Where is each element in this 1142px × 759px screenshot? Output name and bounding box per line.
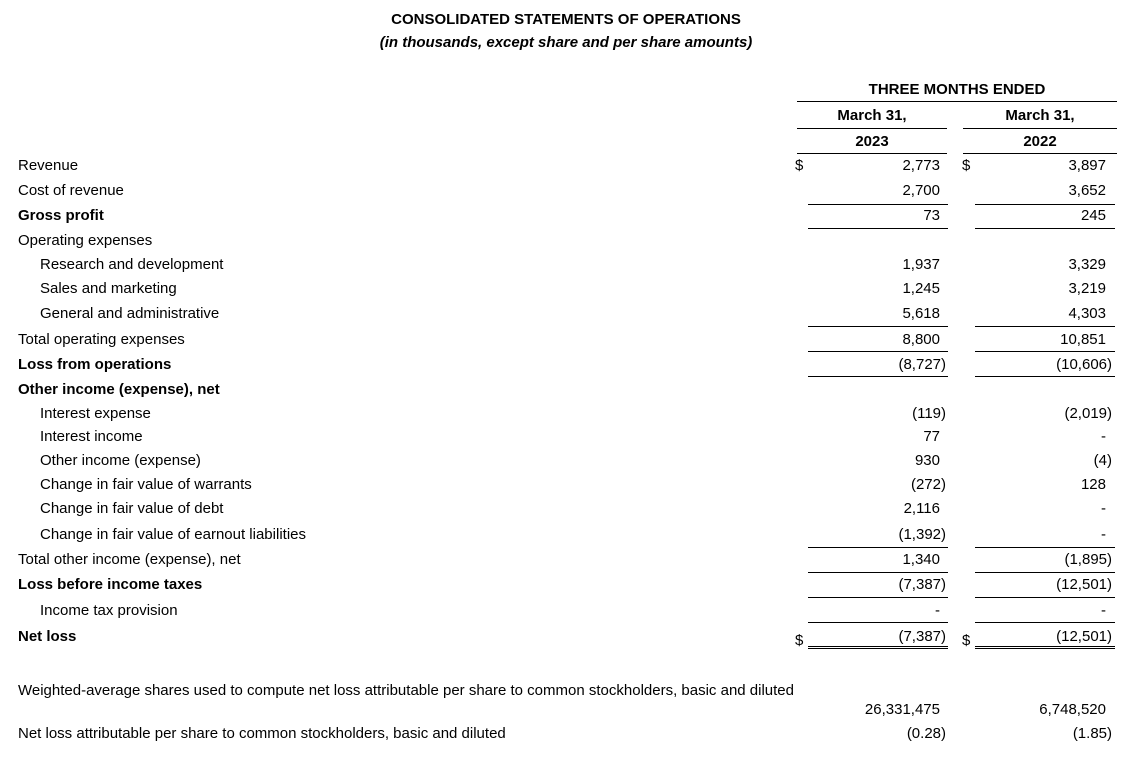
- subtotal-rule: [808, 228, 948, 229]
- row-label: General and administrative: [40, 305, 220, 322]
- statement-title: CONSOLIDATED STATEMENTS OF OPERATIONS: [391, 11, 741, 28]
- subtotal-rule: [808, 351, 948, 352]
- value-2023: 8,800: [902, 331, 940, 348]
- value-2023: (0.28): [906, 725, 946, 742]
- value-2023: (7,387): [898, 628, 946, 645]
- row-label: Research and development: [40, 256, 224, 273]
- value-2022: -: [1101, 428, 1106, 445]
- col1-year-header: 2023: [855, 133, 889, 150]
- table-row: [0, 331, 1142, 353]
- row-label: Cost of revenue: [18, 182, 124, 199]
- row-label: Loss before income taxes: [18, 576, 203, 593]
- table-row: [0, 551, 1142, 573]
- value-2023: 73: [923, 207, 940, 224]
- currency-symbol: $: [795, 157, 804, 174]
- period-header: THREE MONTHS ENDED: [868, 81, 1046, 98]
- value-2022: 6,748,520: [1039, 701, 1106, 718]
- table-row: [0, 476, 1142, 498]
- section-label: Operating expenses: [18, 232, 153, 249]
- value-2022: -: [1101, 500, 1106, 517]
- value-2022: (12,501): [1056, 576, 1112, 593]
- subtotal-rule: [808, 622, 948, 623]
- subtotal-rule: [808, 326, 948, 327]
- value-2022: (1,895): [1064, 551, 1112, 568]
- value-2023: 2,773: [902, 157, 940, 174]
- table-row: [0, 280, 1142, 302]
- col2-year-header: 2022: [1023, 133, 1057, 150]
- period-header-rule: [797, 101, 1117, 102]
- col2-year-rule: [963, 153, 1117, 154]
- value-2023: 1,245: [902, 280, 940, 297]
- value-2023: (8,727): [898, 356, 946, 373]
- value-2023: 930: [914, 452, 940, 469]
- value-2023: 2,700: [902, 182, 940, 199]
- currency-symbol: $: [795, 632, 804, 649]
- value-2022: -: [1101, 526, 1106, 543]
- subtotal-rule: [808, 597, 948, 598]
- value-2023: (272): [910, 476, 946, 493]
- value-2023: -: [935, 602, 940, 619]
- value-2023: (7,387): [898, 576, 946, 593]
- subtotal-rule: [808, 376, 948, 377]
- col1-month-rule: [797, 128, 947, 129]
- row-label: Other income (expense): [40, 452, 201, 469]
- value-2022: 3,652: [1068, 182, 1106, 199]
- table-row: [0, 405, 1142, 427]
- table-row: [0, 526, 1142, 548]
- table-row: [0, 628, 1142, 650]
- row-label: Change in fair value of earnout liabilities: [40, 526, 306, 543]
- table-row: [0, 725, 1142, 747]
- subtotal-rule: [975, 326, 1115, 327]
- value-2022: 128: [1080, 476, 1106, 493]
- col1-year-rule: [797, 153, 947, 154]
- value-2023: (119): [912, 405, 946, 422]
- table-row: [0, 157, 1142, 179]
- value-2023: 77: [923, 428, 940, 445]
- row-label: Total other income (expense), net: [18, 551, 241, 568]
- row-label: Interest expense: [40, 405, 151, 422]
- row-label: Net loss attributable per share to common stockholders, basic and diluted: [18, 725, 506, 742]
- table-row: [0, 356, 1142, 378]
- subtotal-rule: [975, 572, 1115, 573]
- value-2023: 1,937: [902, 256, 940, 273]
- value-2022: 3,897: [1068, 157, 1106, 174]
- table-row: [0, 182, 1142, 204]
- total-double-rule: [975, 646, 1115, 649]
- value-2023: (1,392): [898, 526, 946, 543]
- value-2023: 1,340: [902, 551, 940, 568]
- value-2022: -: [1101, 602, 1106, 619]
- table-row: [0, 381, 1142, 403]
- currency-symbol: $: [962, 632, 971, 649]
- col2-month-rule: [963, 128, 1117, 129]
- subtotal-rule: [808, 547, 948, 548]
- subtotal-rule: [975, 597, 1115, 598]
- value-2023: 26,331,475: [864, 701, 940, 718]
- subtotal-rule: [975, 376, 1115, 377]
- subtotal-rule: [808, 204, 948, 205]
- row-label: Total operating expenses: [18, 331, 185, 348]
- value-2022: 10,851: [1060, 331, 1106, 348]
- row-label: Gross profit: [18, 207, 104, 224]
- col1-month-header: March 31,: [837, 107, 907, 124]
- subtotal-rule: [975, 622, 1115, 623]
- value-2022: 245: [1080, 207, 1106, 224]
- row-label: Change in fair value of debt: [40, 500, 224, 517]
- row-label: Sales and marketing: [40, 280, 177, 297]
- value-2022: (1.85): [1072, 725, 1112, 742]
- row-label: Income tax provision: [40, 602, 178, 619]
- subtotal-rule: [975, 228, 1115, 229]
- table-row: [0, 500, 1142, 522]
- row-label: Weighted-average shares used to compute net loss attributable per share to common stockholders, basic and diluted: [18, 682, 794, 699]
- value-2022: (12,501): [1056, 628, 1112, 645]
- row-label: Change in fair value of warrants: [40, 476, 252, 493]
- table-row: [0, 681, 1142, 723]
- table-row: [0, 207, 1142, 229]
- table-row: [0, 576, 1142, 598]
- subtotal-rule: [975, 351, 1115, 352]
- table-row: [0, 256, 1142, 278]
- table-row: [0, 452, 1142, 474]
- value-2023: 2,116: [903, 500, 940, 517]
- value-2022: (10,606): [1056, 356, 1112, 373]
- currency-symbol: $: [962, 157, 971, 174]
- row-label: Interest income: [40, 428, 143, 445]
- col2-month-header: March 31,: [1005, 107, 1075, 124]
- subtotal-rule: [975, 204, 1115, 205]
- value-2022: 3,329: [1068, 256, 1106, 273]
- table-row: [0, 428, 1142, 450]
- subtotal-rule: [975, 547, 1115, 548]
- value-2022: 3,219: [1068, 280, 1106, 297]
- section-label: Other income (expense), net: [18, 381, 220, 398]
- value-2022: (2,019): [1064, 405, 1112, 422]
- value-2022: 4,303: [1068, 305, 1106, 322]
- subtotal-rule: [808, 572, 948, 573]
- value-2022: (4): [1093, 452, 1112, 469]
- value-2023: 5,618: [902, 305, 940, 322]
- table-row: [0, 602, 1142, 624]
- statement-subtitle: (in thousands, except share and per share amounts): [379, 34, 753, 51]
- row-label: Loss from operations: [18, 356, 172, 373]
- table-row: [0, 305, 1142, 327]
- row-label: Revenue: [18, 157, 79, 174]
- table-row: [0, 232, 1142, 254]
- total-double-rule: [808, 646, 948, 649]
- row-label: Net loss: [18, 628, 77, 645]
